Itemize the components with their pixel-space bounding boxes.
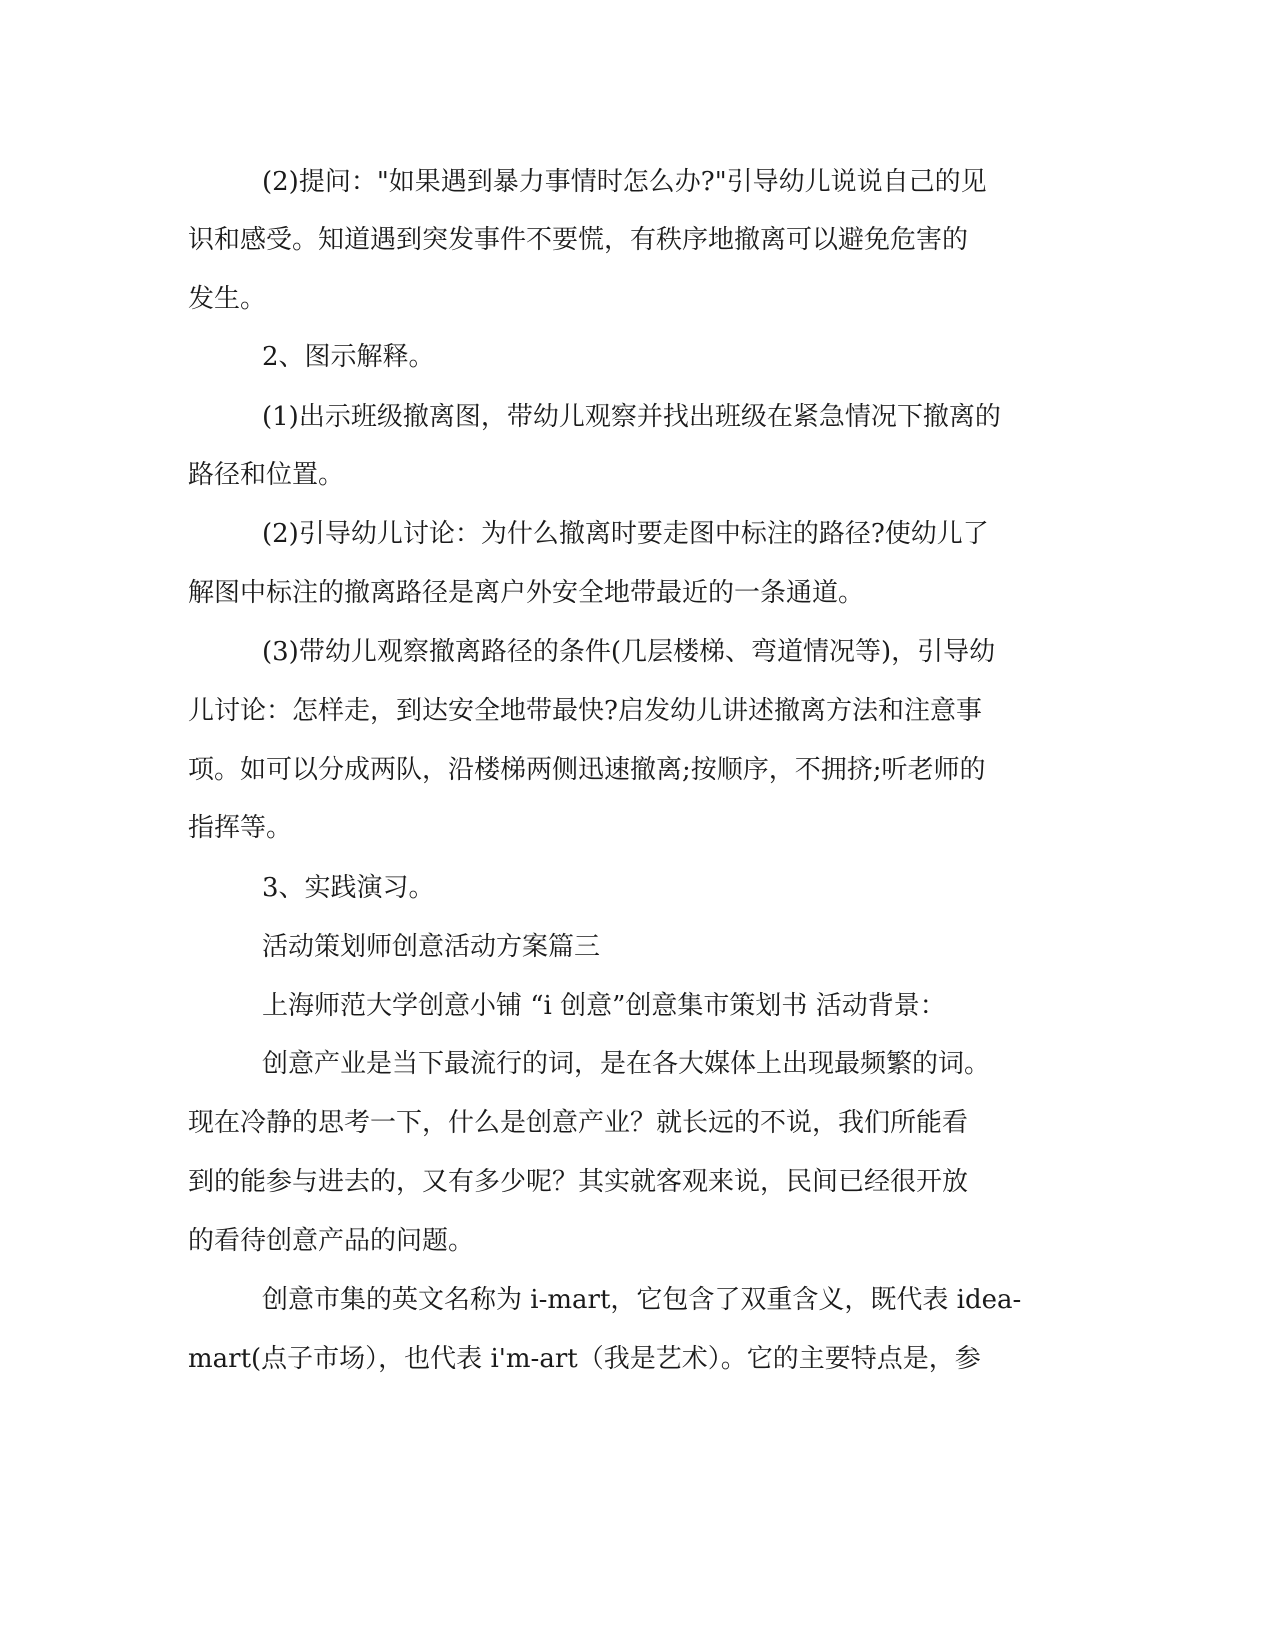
line-text: (2)引导幼儿讨论：为什么撤离时要走图中标注的路径?使幼儿了 xyxy=(262,519,989,549)
line-text: 现在冷静的思考一下，什么是创意产业？就长远的不说，我们所能看 xyxy=(188,1108,969,1138)
paragraph-line xyxy=(0,277,1275,321)
line-text: 创意产业是当下最流行的词，是在各大媒体上出现最频繁的词。 xyxy=(262,1049,991,1079)
line-text: (1)出示班级撤离图，带幼儿观察并找出班级在紧急情况下撤离的 xyxy=(262,402,1001,432)
paragraph-line xyxy=(0,1337,1275,1381)
paragraph-line xyxy=(0,453,1275,497)
line-text: 路径和位置。 xyxy=(188,460,345,490)
line-text: 解图中标注的撤离路径是离户外安全地带最近的一条通道。 xyxy=(188,578,865,608)
line-text: (2)提问："如果遇到暴力事情时怎么办?"引导幼儿说说自己的见 xyxy=(262,167,987,197)
paragraph-line xyxy=(0,1042,1275,1086)
paragraph-line xyxy=(0,1278,1275,1322)
section-heading xyxy=(0,335,1275,379)
line-text: 到的能参与进去的，又有多少呢？其实就客观来说，民间已经很开放 xyxy=(188,1167,969,1197)
line-text: 活动策划师创意活动方案篇三 xyxy=(262,932,601,962)
section-heading xyxy=(0,866,1275,910)
paragraph-line xyxy=(0,748,1275,792)
paragraph-line xyxy=(0,1101,1275,1145)
paragraph-line xyxy=(0,160,1275,204)
paragraph-line xyxy=(0,630,1275,674)
line-text: 创意市集的英文名称为 i-mart，它包含了双重含义，既代表 idea- xyxy=(262,1285,1022,1315)
line-text: 的看待创意产品的问题。 xyxy=(188,1226,475,1256)
paragraph-line xyxy=(0,1219,1275,1263)
paragraph-line xyxy=(0,571,1275,615)
article-title xyxy=(0,925,1275,969)
paragraph-line xyxy=(0,395,1275,439)
paragraph-line xyxy=(0,218,1275,262)
line-text: (3)带幼儿观察撤离路径的条件(几层楼梯、弯道情况等)，引导幼 xyxy=(262,637,996,667)
paragraph-line xyxy=(0,984,1275,1028)
line-text: mart(点子市场），也代表 i'm-art（我是艺术）。它的主要特点是，参 xyxy=(188,1344,981,1374)
paragraph-line xyxy=(0,512,1275,556)
line-text: 3、实践演习。 xyxy=(262,873,435,903)
line-text: 项。如可以分成两队，沿楼梯两侧迅速撤离;按顺序，不拥挤;听老师的 xyxy=(188,755,986,785)
line-text: 上海师范大学创意小铺 “i 创意”创意集市策划书 活动背景： xyxy=(262,991,946,1021)
paragraph-line xyxy=(0,689,1275,733)
line-text: 指挥等。 xyxy=(188,813,293,843)
paragraph-line xyxy=(0,806,1275,850)
paragraph-line xyxy=(0,1160,1275,1204)
line-text: 发生。 xyxy=(188,284,267,314)
line-text: 2、图示解释。 xyxy=(262,342,435,372)
line-text: 识和感受。知道遇到突发事件不要慌，有秩序地撤离可以避免危害的 xyxy=(188,225,969,255)
line-text: 儿讨论：怎样走，到达安全地带最快?启发幼儿讲述撤离方法和注意事 xyxy=(188,696,982,726)
